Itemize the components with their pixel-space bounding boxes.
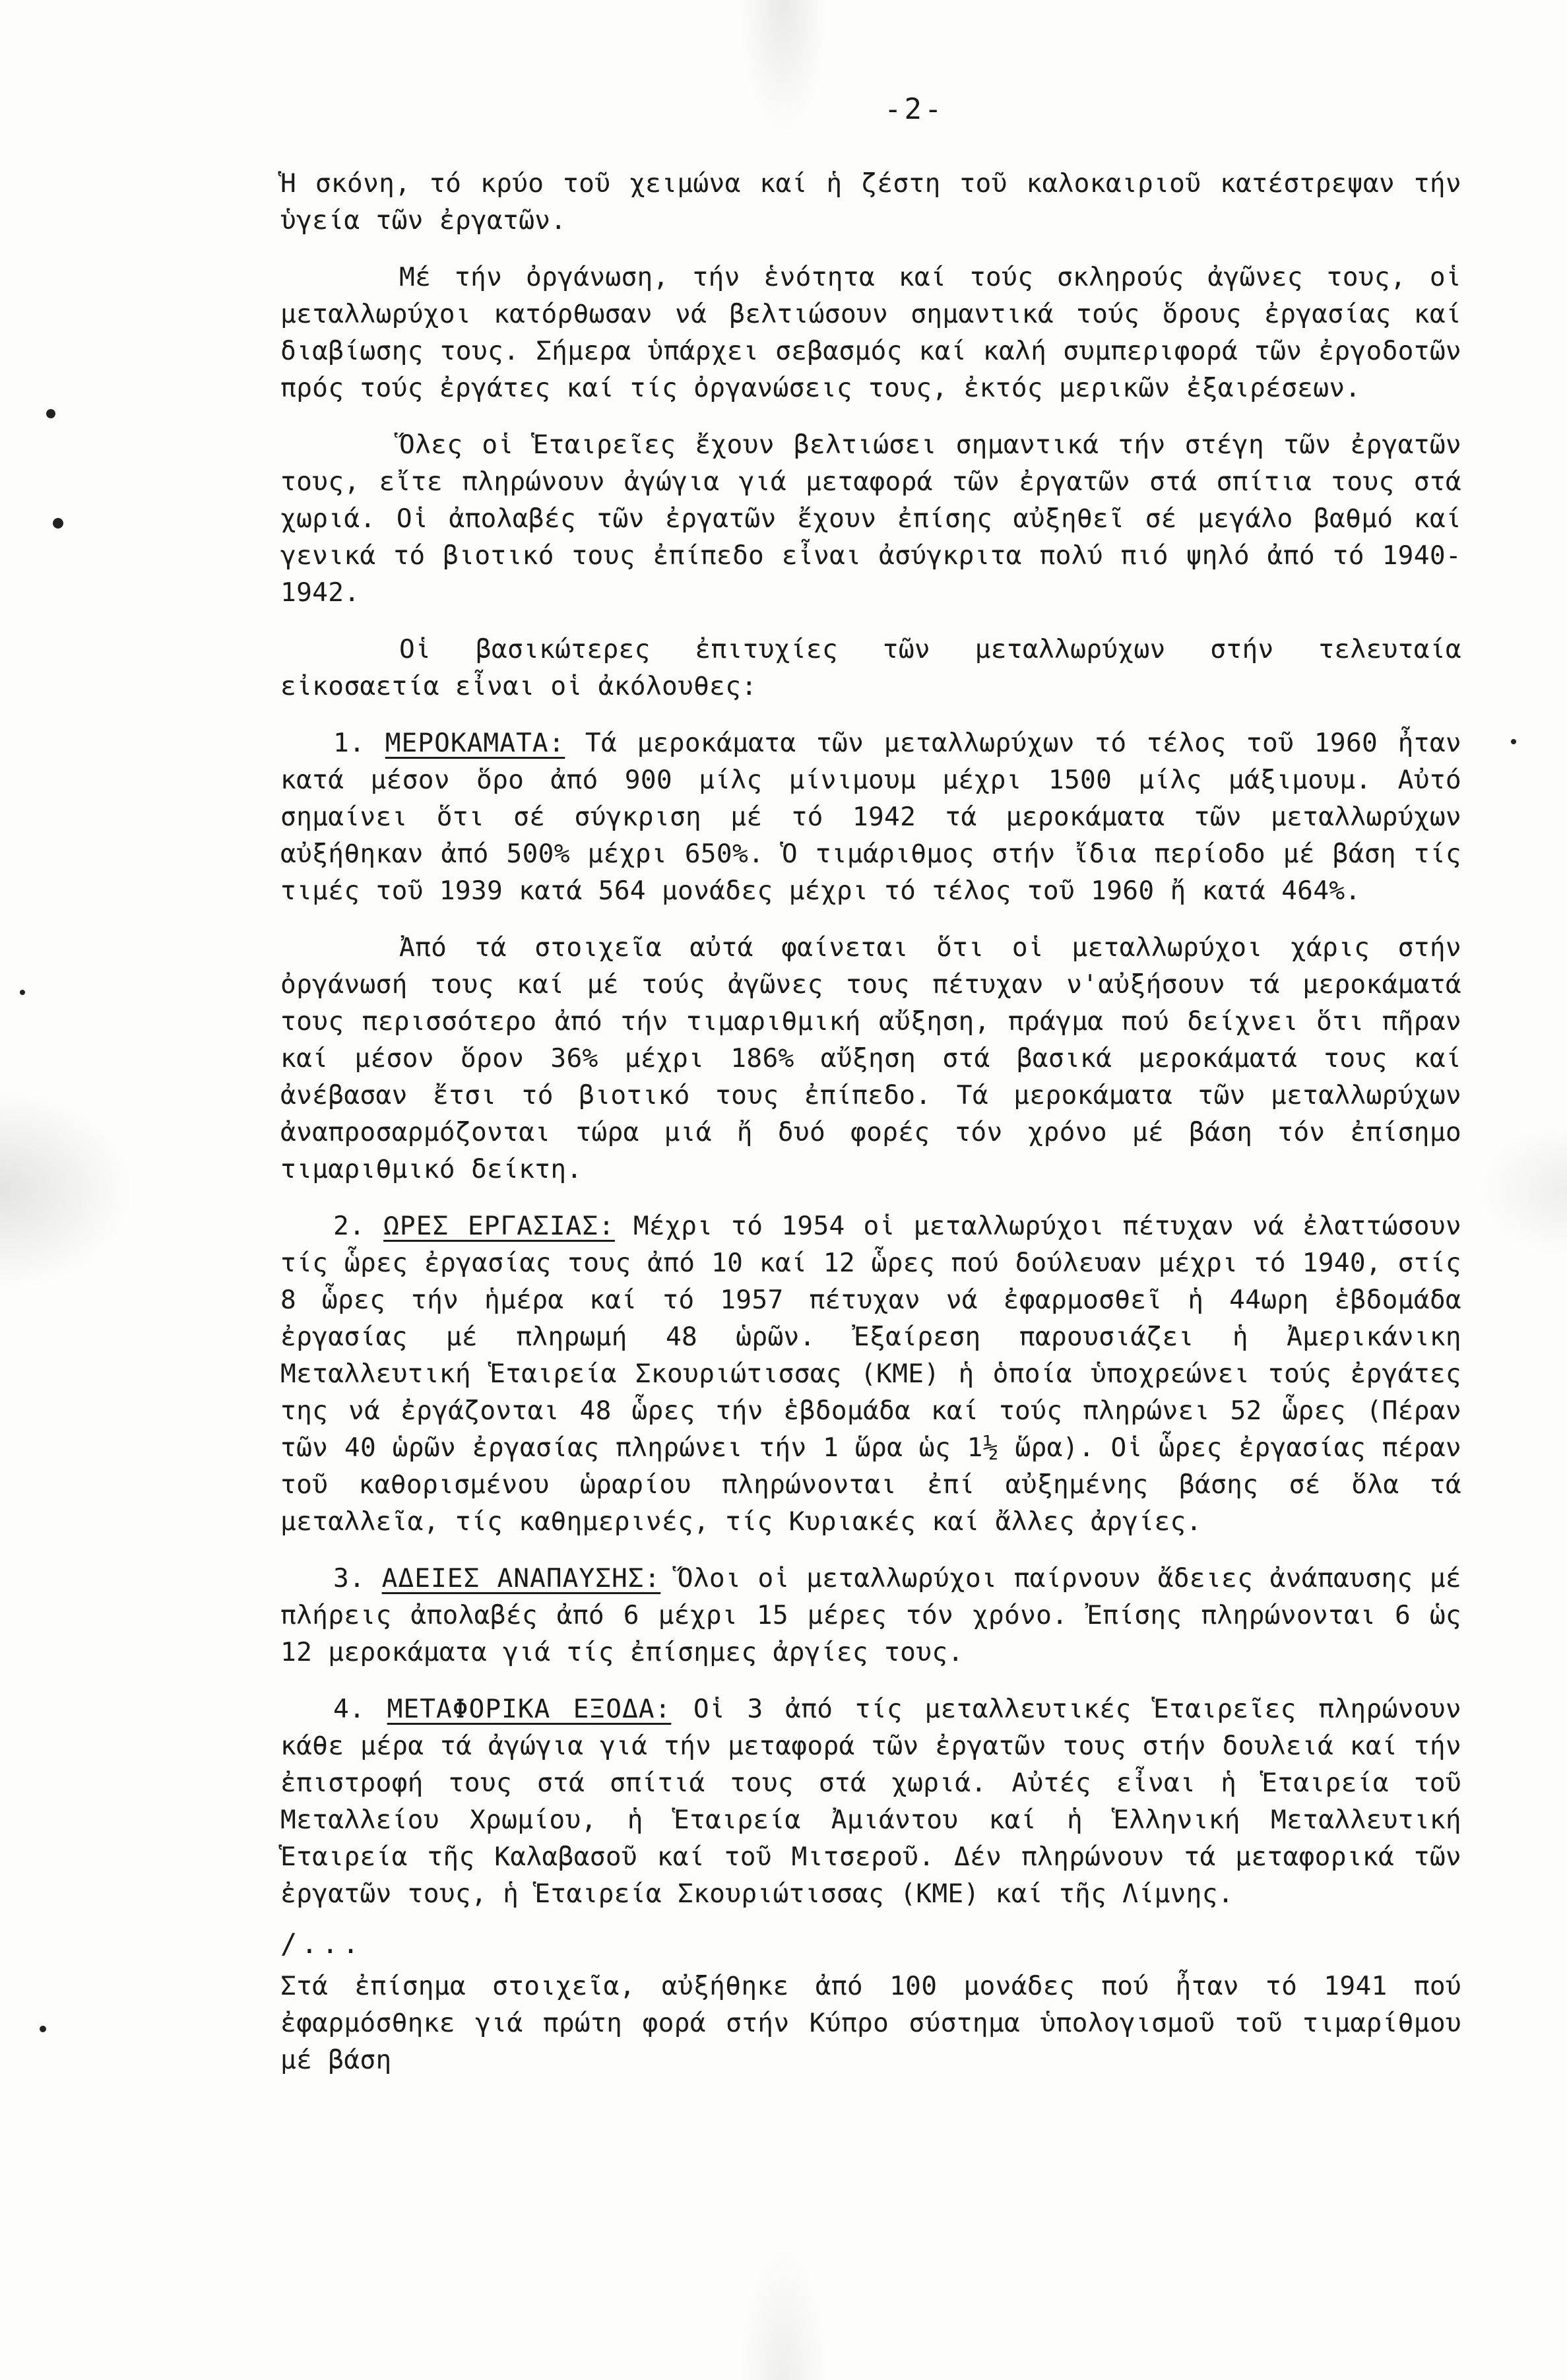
item-text: Τά μεροκάματα τῶν μεταλλωρύχων τό τέλος τοῦ 1960 ἦταν κατά μέσον ὅρο ἀπό 900 μίλς μίνιμουμ μέχρι 1500 μίλς μάξιμουμ. Αὐτό σημαίνει ὅτι σέ σύγκριση μέ τό 1942 τά μεροκάματα τῶν μεταλλωρύχων αὐξήθηκαν ἀπό 500% μέχρι 650%. Ὁ τιμάριθμος στήν ἴδια περίοδο μέ βάση τίς τιμές τοῦ 1939 κατά 564 μονάδες μέχρι τό τέλος τοῦ 1960 ἤ κατά 464%. [280,728,1461,906]
item-text: Ὅλοι οἱ μεταλλωρύχοι παίρνουν ἄδειες ἀνάπαυσης μέ πλήρεις ἀπολαβές ἀπό 6 μέχρι 15 μέρες τόν χρόνο. Ἐπίσης πληρώνονται 6 ὡς 12 μεροκάματα γιά τίς ἐπίσημες ἀργίες τους. [280,1563,1461,1667]
page-number: -2- [884,92,945,126]
item-heading: ΑΔΕΙΕΣ ΑΝΑΠΑΥΣΗΣ: [381,1563,661,1593]
scan-speck [40,2026,46,2032]
item-text: Μέχρι τό 1954 οἱ μεταλλωρύχοι πέτυχαν νά ἐλαττώσουν τίς ὧρες ἐργασίας τους ἀπό 10 καί 12 ὧρες πού δούλευαν μέχρι τό 1940, στίς 8 ὧρες τήν ἡμέρα καί τό 1957 πέτυχαν νά ἐφαρμοσθεῖ ἡ 44ωρη ἑβδομάδα ἐργασίας μέ πληρωμή 48 ὡρῶν. Ἐξαίρεση παρουσιάζει ἡ Ἀμερικάνικη Μεταλλευτική Ἑταιρεία Σκουριώτισσας (ΚΜΕ) ἡ ὁποία ὑποχρεώνει τούς ἐργάτες της νά ἐργάζονται 48 ὧρες τήν ἑβδομάδα καί τούς πληρώνει 52 ὧρες (Πέραν τῶν 40 ὡρῶν ἐργασίας πληρώνει τήν 1 ὥρα ὡς 1½ ὥρα). Οἱ ὧρες ἐργασίας πέραν τοῦ καθορισμένου ὡραρίου πληρώνονται ἐπί αὐξημένης βάσης σέ ὅλα τά μεταλλεῖα, τίς καθημερινές, τίς Κυριακές καί ἄλλες ἀργίες. [280,1211,1461,1537]
paragraph-companies: Ὅλες οἱ Ἑταιρεῖες ἔχουν βελτιώσει σημαντικά τήν στέγη τῶν ἐργατῶν τους, εἴτε πληρώνουν ἀγώγια γιά μεταφορά τῶν ἐργατῶν στά σπίτια τους στά χωριά. Οἱ ἀπολαβές τῶν ἐργατῶν ἔχουν ἐπίσης αὐξηθεῖ σέ μεγάλο βαθμό καί γενικά τό βιοτικό τους ἐπίπεδο εἶναι ἀσύγκριτα πολύ πιό ψηλό ἀπό τό 1940-1942. [280,430,1461,608]
continuation-mark: /... [280,1927,364,1960]
item-text: Οἱ 3 ἀπό τίς μεταλλευτικές Ἑταιρεῖες πληρώνουν κάθε μέρα τά ἀγώγια γιά τήν μεταφορά τῶν ἐργατῶν τους στήν δουλειά καί τήν ἐπιστροφή τους στά σπίτιά τους στά χωριά. Αὐτές εἶναι ἡ Ἑταιρεία τοῦ Μεταλλείου Χρωμίου, ἡ Ἑταιρεία Ἀμιάντου καί ἡ Ἑλληνική Μεταλλευτική Ἑταιρεία τῆς Καλαβασοῦ καί τοῦ Μιτσεροῦ. Δέν πληρώνουν τά μεταφορικά τῶν ἐργατῶν τους, ἡ Ἑταιρεία Σκουριώτισσας (ΚΜΕ) καί τῆς Λίμνης. [280,1694,1461,1909]
item-heading: ΜΕΤΑΦΟΡΙΚΑ ΕΞΟΔΑ: [387,1694,672,1724]
item-number: 2. [333,1211,366,1241]
list-item-wages [280,724,1461,909]
document-body [280,165,1461,2098]
item-heading: ΜΕΡΟΚΑΜΑΤΑ: [385,728,565,758]
item-number: 1. [333,728,366,758]
list-item-working-hours [280,1207,1461,1540]
item-heading: ΩΡΕΣ ΕΡΓΑΣΙΑΣ: [383,1211,615,1241]
scan-speck [53,518,63,529]
list-item-leave [280,1560,1461,1671]
scan-speck [46,409,55,418]
scan-speck [1511,739,1516,744]
paragraph-achievements-intro: Οἱ βασικώτερες ἐπιτυχίες τῶν μεταλλωρύχων στήν τελευταία εἰκοσαετία εἶναι οἱ ἀκόλουθες: [280,634,1461,701]
list-item-transport [280,1690,1461,1912]
item-number: 4. [333,1694,366,1724]
item-number: 3. [333,1563,366,1593]
paragraph-intro: Ἡ σκόνη, τό κρύο τοῦ χειμώνα καί ἡ ζέστη τοῦ καλοκαιριοῦ κατέστρεψαν τήν ὑγεία τῶν ἐργατῶν. [280,168,1461,236]
paragraph-organization: Μέ τήν ὀργάνωση, τήν ἑνότητα καί τούς σκληρούς ἀγῶνες τους, οἱ μεταλλωρύχοι κατόρθωσαν νά βελτιώσουν σημαντικά τούς ὅρους ἐργασίας καί διαβίωσης τους. Σήμερα ὑπάρχει σεβασμός καί καλή συμπεριφορά τῶν ἐργοδοτῶν πρός τούς ἐργάτες καί τίς ὀργανώσεις τους, ἐκτός μερικῶν ἐξαιρέσεων. [280,262,1461,403]
scan-speck [20,990,25,995]
paragraph-wages-followup: Ἀπό τά στοιχεῖα αὐτά φαίνεται ὅτι οἱ μεταλλωρύχοι χάρις στήν ὀργάνωσή τους καί μέ τούς ἀγῶνες τους πέτυχαν ν'αὐξήσουν τά μεροκάματά τους περισσότερο ἀπό τήν τιμαριθμική αὔξηση, πράγμα πού δείχνει ὅτι πῆραν καί μέσον ὅρον 36% μέχρι 186% αὔξηση στά βασικά μεροκάματά τους καί ἀνέβασαν ἔτσι τό βιοτικό τους ἐπίπεδο. Τά μεροκάματα τῶν μεταλλωρύχων ἀναπροσαρμόζονται τώρα μιά ἤ δυό φορές τόν χρόνο μέ βάση τόν ἐπίσημο τιμαριθμικό δείκτη. [280,932,1461,1184]
paragraph-closing: Στά ἐπίσημα στοιχεῖα, αὐξήθηκε ἀπό 100 μονάδες πού ἦταν τό 1941 πού ἐφαρμόσθηκε γιά πρώτη φορά στήν Κύπρο σύστημα ὑπολογισμοῦ τοῦ τιμαρίθμου μέ βάση [280,1971,1461,2075]
